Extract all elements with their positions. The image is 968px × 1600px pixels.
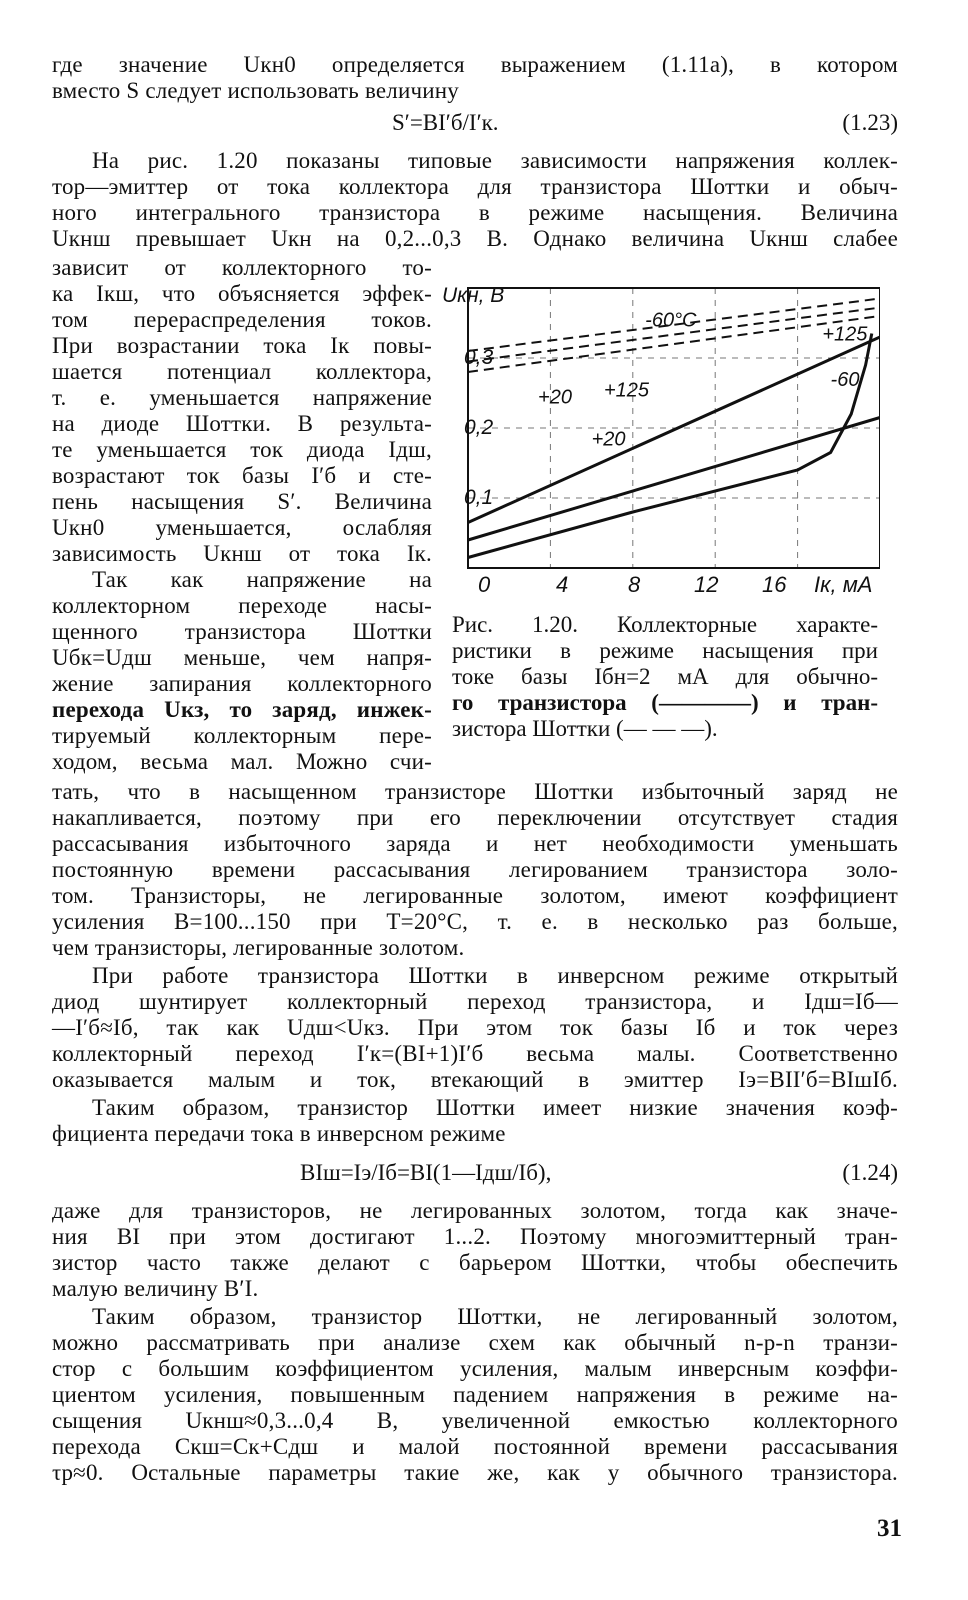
x-tick-label: 12: [694, 572, 719, 597]
equation-1-23: S′=BI′б/I′к.: [392, 110, 499, 135]
text-line: стор с большим коэффициентом усиления, малым инверсным коэффи-: [52, 1356, 898, 1381]
text-line: Uбк=Uдш меньше, чем напря-: [52, 645, 432, 670]
text-line: перехода Cкш=Cк+Cдш и малой постоянной времени рассасывания: [52, 1434, 898, 1459]
text-line: зистор часто также делают с барьером Шоттки, чтобы обеспечить: [52, 1250, 898, 1275]
text-line: малую величину B′I.: [52, 1276, 259, 1301]
text-line: Так как напряжение на: [92, 567, 432, 592]
x-tick-label: 0: [478, 572, 491, 597]
text-line: диод шунтирует коллекторный переход транзистора, и Iдш=Iб—: [52, 989, 898, 1014]
text-line: фициента передачи тока в инверсном режиме: [52, 1121, 506, 1146]
curve-label: +20: [538, 386, 572, 409]
text-line: тор—эмиттер от тока коллектора для транзистора Шоттки и обыч-: [52, 174, 898, 199]
text-line: где значение Uкн0 определяется выражением (1.11а), в котором: [52, 52, 898, 77]
text-line: рассасывания избыточного заряда и нет необходимости уменьшать: [52, 831, 898, 856]
collector-characteristics-chart: [440, 280, 880, 610]
text-line: вместо S следует использовать величину: [52, 78, 459, 103]
text-line: т. е. уменьшается напряжение: [52, 385, 432, 410]
x-tick-label: 4: [556, 572, 569, 597]
page-number: 31: [877, 1515, 902, 1542]
curve-label: +125: [822, 323, 868, 346]
text-line: зависит от коллекторного то-: [52, 255, 432, 280]
text-line: тать, что в насыщенном транзисторе Шоттки избыточный заряд не: [52, 779, 898, 804]
equation-1-24: BIш=Iэ/Iб=BI(1—Iдш/Iб),: [300, 1160, 552, 1185]
text-line: том перераспределения токов.: [52, 307, 432, 332]
curve-label: +125: [603, 379, 650, 402]
caption-line: го транзистора (————) и тран-: [452, 690, 878, 715]
caption-line: Рис. 1.20. Коллекторные характе-: [452, 612, 878, 637]
equation-number: (1.23): [842, 110, 898, 135]
text-line: на диоде Шоттки. В результа-: [52, 411, 432, 436]
text-line: При возрастании тока Iк повы-: [52, 333, 432, 358]
y-tick-label: 0,2: [464, 416, 494, 439]
equation-number: (1.24): [842, 1160, 898, 1185]
text-line: даже для транзисторов, не легированных золотом, тогда как значе-: [52, 1198, 898, 1223]
text-line: циентом усиления, повышенным падением напряжения в режиме на-: [52, 1382, 898, 1407]
y-axis-label: Uкн, В: [442, 284, 505, 307]
text-line: зависимость Uкнш от тока Iк.: [52, 541, 432, 566]
series-line-solid: [468, 337, 880, 523]
caption-line: зистора Шоттки (— — —).: [452, 716, 718, 741]
text-line: усиления B=100...150 при T=20°С, т. е. в несколько раз больше,: [52, 909, 898, 934]
x-axis-label: Iк, мА: [814, 572, 873, 597]
text-line: При работе транзистора Шоттки в инверсном режиме открытый: [92, 963, 898, 988]
text-line: ния BI при этом достигают 1...2. Поэтому многоэмиттерный тран-: [52, 1224, 898, 1249]
caption-line: ристики в режиме насыщения при: [452, 638, 878, 663]
text-line: перехода Uкз, то заряд, инжек-: [52, 697, 432, 722]
text-line: ка Iкш, что объясняется эффек-: [52, 281, 432, 306]
text-line: щенного транзистора Шоттки: [52, 619, 432, 644]
series-line-solid: [468, 418, 880, 541]
text-line: постоянную времени рассасывания легированием транзистора золо-: [52, 857, 898, 882]
x-tick-label: 8: [628, 572, 641, 597]
text-line: тируемый коллекторным пере-: [52, 723, 432, 748]
text-line: Uкн0 уменьшается, ослабляя: [52, 515, 432, 540]
caption-line: токе базы Iбн=2 мА для обычно-: [452, 664, 878, 689]
text-line: чем транзисторы, легированные золотом.: [52, 935, 465, 960]
text-line: можно рассматривать при анализе схем как обычный n-p-n транзи-: [52, 1330, 898, 1355]
figure-caption: [452, 612, 878, 742]
text-line: На рис. 1.20 показаны типовые зависимости напряжения коллек-: [92, 148, 898, 173]
text-line: Таким образом, транзистор Шоттки имеет низкие значения коэф-: [92, 1095, 898, 1120]
text-line: ного интегрального транзистора в режиме насыщения. Величина: [52, 200, 898, 225]
text-line: Таким образом, транзистор Шоттки, не легированный золотом,: [92, 1304, 898, 1329]
curve-label: -60: [830, 369, 860, 391]
text-line: оказывается малым и ток, втекающий в эмиттер Iэ=BII′б=BIшIб.: [52, 1067, 898, 1092]
text-line: пень насыщения S′. Величина: [52, 489, 432, 514]
text-line: том. Транзисторы, не легированные золотом, имеют коэффициент: [52, 883, 898, 908]
x-tick-label: 16: [762, 572, 787, 597]
text-line: возрастают ток базы I′б и сте-: [52, 463, 432, 488]
text-line: шается потенциал коллектора,: [52, 359, 432, 384]
text-line: коллекторный переход I′к=(BI+1)I′б весьма малы. Соответственно: [52, 1041, 898, 1066]
text-line: ходом, весьма мал. Можно счи-: [52, 749, 432, 774]
text-line: —I′б≈Iб, так как Uдш<Uкз. При этом ток базы Iб и ток через: [52, 1015, 898, 1040]
curve-label: -60°C: [645, 309, 697, 332]
text-line: жение запирания коллекторного: [52, 671, 432, 696]
y-tick-label: 0,3: [464, 346, 494, 369]
y-tick-label: 0,1: [464, 486, 494, 509]
text-line: те уменьшается ток диода Iдш,: [52, 437, 432, 462]
text-line: Uкнш превышает Uкн на 0,2...0,3 В. Однако величина Uкнш слабее: [52, 226, 898, 251]
text-line: коллекторном переходе насы-: [52, 593, 432, 618]
text-line: накапливается, поэтому при его переключении отсутствует стадия: [52, 805, 898, 830]
text-line: сыщения Uкнш≈0,3...0,4 В, увеличенной емкостью коллекторного: [52, 1408, 898, 1433]
curve-label: +20: [591, 428, 626, 451]
text-line: τр≈0. Остальные параметры такие же, как у обычного транзистора.: [52, 1460, 898, 1485]
